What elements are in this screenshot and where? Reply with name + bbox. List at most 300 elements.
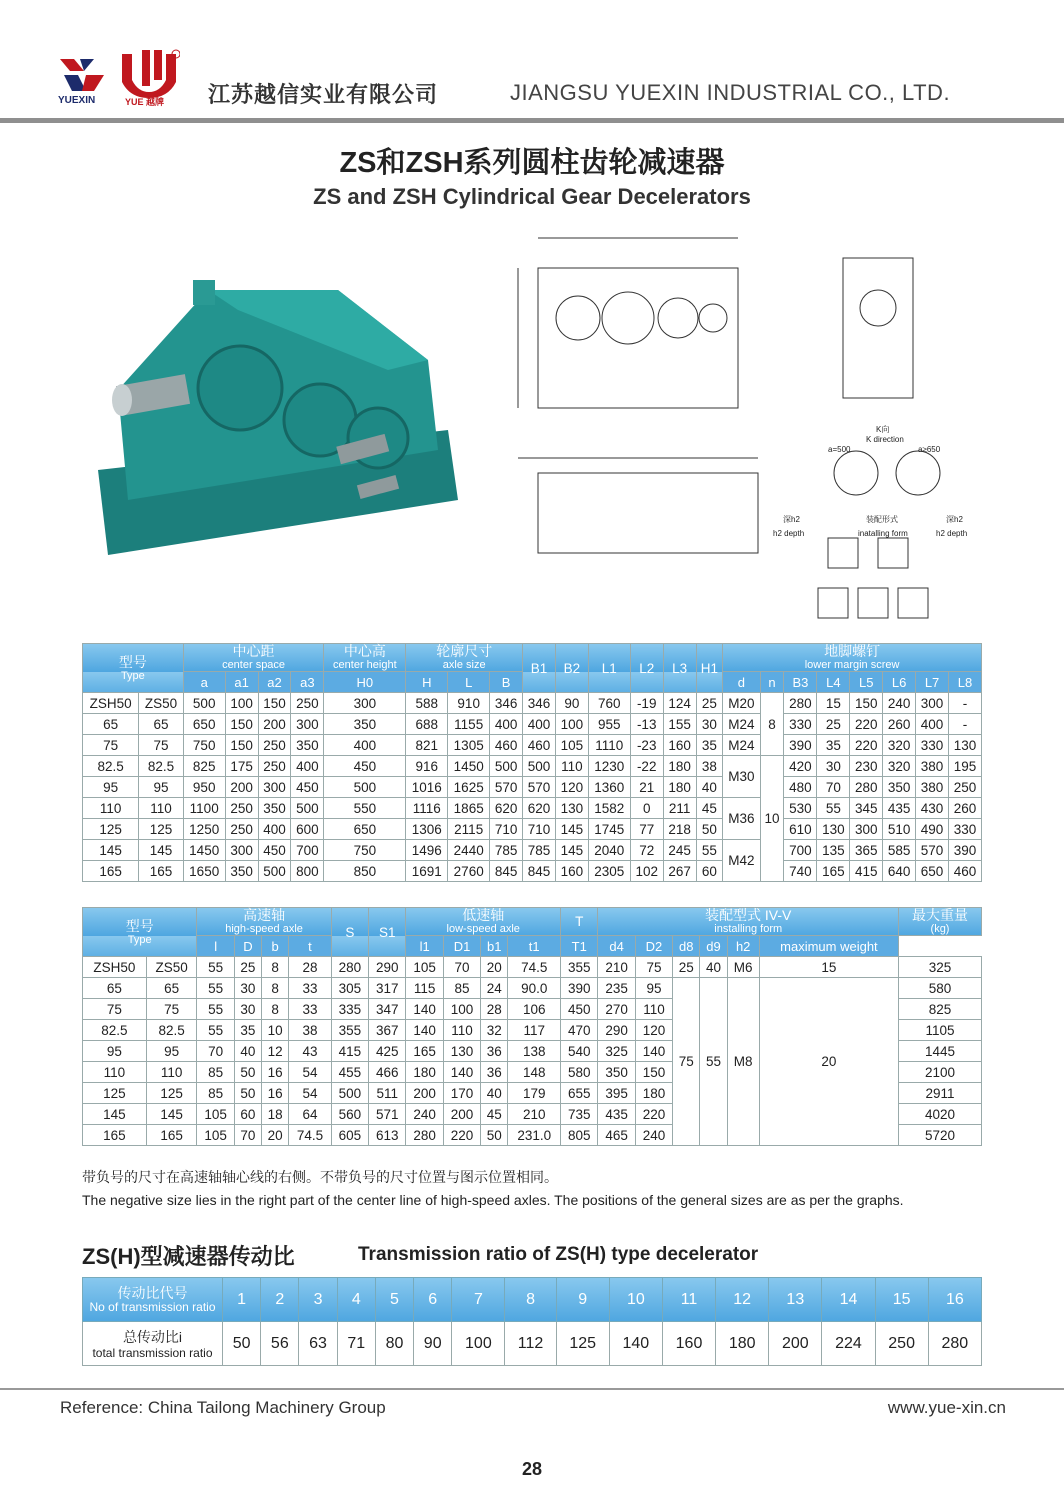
table-cell: 430 — [916, 798, 949, 819]
table-cell: 145 — [139, 840, 184, 861]
t1-sub-7: B — [490, 672, 523, 693]
table-cell: 347 — [369, 999, 406, 1020]
table-row — [83, 735, 982, 756]
table-cell: 15 — [817, 693, 850, 714]
t1-col-b2: B2 — [555, 644, 588, 693]
table-cell: 150 — [258, 693, 291, 714]
table-cell: 35 — [234, 1020, 261, 1041]
table-cell: 15 — [759, 957, 898, 978]
table-cell: 54 — [289, 1083, 331, 1104]
table-cell: 1100 — [183, 798, 225, 819]
table-cell: 155 — [663, 714, 696, 735]
table-cell: 620 — [490, 798, 523, 819]
table-cell: 200 — [225, 777, 258, 798]
ratio-value: 280 — [928, 1322, 981, 1366]
table-cell: 300 — [291, 714, 324, 735]
t1-sub-12: L5 — [850, 672, 883, 693]
table-cell: 1305 — [448, 735, 490, 756]
table-cell: 75 — [139, 735, 184, 756]
table-cell: 250 — [225, 819, 258, 840]
table-cell: 145 — [83, 840, 139, 861]
table-cell: 100 — [555, 714, 588, 735]
company-name-cn: 江苏越信实业有限公司 — [208, 82, 439, 107]
table-cell: 450 — [561, 999, 598, 1020]
table-cell: 130 — [443, 1041, 480, 1062]
table-cell: 240 — [406, 1104, 443, 1125]
table-cell: 8 — [262, 978, 289, 999]
depth-label-2: 深h2 — [946, 515, 963, 524]
table-cell: 415 — [331, 1041, 368, 1062]
table-cell: 455 — [331, 1062, 368, 1083]
table-cell: 54 — [289, 1062, 331, 1083]
table-cell: 50 — [234, 1062, 261, 1083]
k-direction-en: K direction — [866, 435, 904, 444]
table-cell: 325 — [899, 957, 982, 978]
table-cell: 850 — [324, 861, 406, 882]
table-cell: 140 — [406, 1020, 443, 1041]
table-cell: 5720 — [899, 1125, 982, 1146]
table-cell: 70 — [443, 957, 480, 978]
table-cell: 570 — [916, 840, 949, 861]
table-cell: 460 — [523, 735, 556, 756]
table-cell: 845 — [523, 861, 556, 882]
table-cell: 800 — [291, 861, 324, 882]
table-cell: 330 — [916, 735, 949, 756]
table-cell: 550 — [324, 798, 406, 819]
table-cell: 1691 — [406, 861, 448, 882]
table-cell: 450 — [324, 756, 406, 777]
table-cell: 117 — [508, 1020, 561, 1041]
table-cell: 125 — [83, 819, 139, 840]
table-cell: 8 — [262, 999, 289, 1020]
ratio-code: 5 — [375, 1278, 413, 1322]
table-cell: 760 — [588, 693, 630, 714]
table-cell: 38 — [289, 1020, 331, 1041]
table-cell: 70 — [817, 777, 850, 798]
table-cell: 195 — [949, 756, 982, 777]
ratio-value: 140 — [609, 1322, 662, 1366]
ratio-code: 1 — [223, 1278, 261, 1322]
t1-sub-5: H — [406, 672, 448, 693]
table-cell: 335 — [331, 999, 368, 1020]
table-cell: 55 — [817, 798, 850, 819]
table-cell: 365 — [850, 840, 883, 861]
table-cell: 180 — [663, 777, 696, 798]
note-cn: 带负号的尺寸在高速轴轴心线的右侧。不带负号的尺寸位置与图示位置相同。 — [82, 1169, 558, 1185]
table-cell: 106 — [508, 999, 561, 1020]
table-cell: 610 — [784, 819, 817, 840]
table-cell: 750 — [183, 735, 225, 756]
table-cell: ZSH50 — [83, 693, 139, 714]
ratio-table — [82, 1277, 982, 1366]
table-cell: 16 — [262, 1083, 289, 1104]
table-cell: 110 — [146, 1062, 197, 1083]
table-cell: 130 — [949, 735, 982, 756]
table-cell: 60 — [696, 861, 723, 882]
table-cell: 435 — [598, 1104, 635, 1125]
t2-weight-header: 最大重量 (kg) — [899, 908, 982, 936]
table-row — [83, 819, 982, 840]
table-cell: 390 — [784, 735, 817, 756]
table-cell: 4020 — [899, 1104, 982, 1125]
t2-ls-header: 低速轴 low-speed axle — [406, 908, 561, 936]
ratio-code: 6 — [414, 1278, 452, 1322]
table-cell: 390 — [949, 840, 982, 861]
ratio-value: 63 — [299, 1322, 337, 1366]
table-cell: 380 — [916, 777, 949, 798]
table-cell: 400 — [324, 735, 406, 756]
ratio-value: 224 — [822, 1322, 875, 1366]
table-row — [83, 693, 982, 714]
table-cell: 148 — [508, 1062, 561, 1083]
table-cell: 588 — [406, 693, 448, 714]
table-cell: 320 — [883, 756, 916, 777]
table-cell: 350 — [598, 1062, 635, 1083]
table-cell: 130 — [817, 819, 850, 840]
ratio-code: 2 — [261, 1278, 299, 1322]
ratio-code: 11 — [662, 1278, 715, 1322]
table-cell: 640 — [883, 861, 916, 882]
mount-label-cn: 装配形式 — [866, 515, 898, 524]
table-cell: 30 — [817, 756, 850, 777]
table-cell: 105 — [197, 1125, 234, 1146]
table-cell: 230 — [850, 756, 883, 777]
table-cell: 145 — [555, 840, 588, 861]
table-row — [83, 714, 982, 735]
table-cell: 250 — [225, 798, 258, 819]
ratio-value: 90 — [414, 1322, 452, 1366]
logo-text: YUEXIN — [58, 95, 96, 106]
table-cell: 8 — [262, 957, 289, 978]
table-cell: 145 — [555, 819, 588, 840]
table-cell: 220 — [443, 1125, 480, 1146]
company-name-en: JIANGSU YUEXIN INDUSTRIAL CO., LTD. — [510, 80, 951, 105]
t1-col-l1: L1 — [588, 644, 630, 693]
table-cell: 30 — [696, 714, 723, 735]
table-cell: 40 — [481, 1083, 508, 1104]
t1-center-header: 中心距 center space — [183, 644, 324, 672]
ratio-value: 80 — [375, 1322, 413, 1366]
table-cell: 688 — [406, 714, 448, 735]
table-cell: 585 — [883, 840, 916, 861]
dimension-table-1 — [82, 643, 982, 882]
table-cell: 380 — [916, 756, 949, 777]
t1-sub-8: d — [723, 672, 760, 693]
table-cell: 1582 — [588, 798, 630, 819]
t1-col-l2: L2 — [630, 644, 663, 693]
table-cell: - — [949, 693, 982, 714]
ratio-code: 3 — [299, 1278, 337, 1322]
table-cell: 36 — [481, 1062, 508, 1083]
table-cell: 100 — [225, 693, 258, 714]
t2-merged-D2: 75 — [673, 978, 700, 1146]
t2-type-header: 型号 Type — [83, 908, 197, 957]
t1-sub-2: a2 — [258, 672, 291, 693]
table-cell: 2440 — [448, 840, 490, 861]
table-cell: 25 — [817, 714, 850, 735]
t1-sub-11: L4 — [817, 672, 850, 693]
table-cell: 33 — [289, 999, 331, 1020]
table-cell: 280 — [784, 693, 817, 714]
table-cell: 30 — [234, 999, 261, 1020]
table-cell: 20 — [262, 1125, 289, 1146]
depth-label-2-en: h2 depth — [936, 529, 968, 538]
table-cell: 700 — [291, 840, 324, 861]
table-cell: 138 — [508, 1041, 561, 1062]
table-cell: 160 — [555, 861, 588, 882]
table-cell: 165 — [406, 1041, 443, 1062]
table-cell: 179 — [508, 1083, 561, 1104]
table-cell: 511 — [369, 1083, 406, 1104]
table-cell: 466 — [369, 1062, 406, 1083]
page-title-en: ZS and ZSH Cylindrical Gear Decelerators — [313, 184, 751, 209]
table-cell: 560 — [331, 1104, 368, 1125]
t2-col-s1: S1 — [369, 908, 406, 957]
table-cell: 1625 — [448, 777, 490, 798]
table-cell: 500 — [183, 693, 225, 714]
table-cell: 650 — [183, 714, 225, 735]
table-cell: 470 — [561, 1020, 598, 1041]
table-cell: 24 — [481, 978, 508, 999]
t1-sub-15: L8 — [949, 672, 982, 693]
table-cell: M24 — [723, 735, 760, 756]
table-cell: 650 — [916, 861, 949, 882]
table-cell: 140 — [406, 999, 443, 1020]
ratio-code: 9 — [556, 1278, 609, 1322]
table-cell: 500 — [324, 777, 406, 798]
table-cell: 175 — [225, 756, 258, 777]
table-cell: 955 — [588, 714, 630, 735]
table-cell: 270 — [598, 999, 635, 1020]
table-cell: 916 — [406, 756, 448, 777]
table-cell: 21 — [630, 777, 663, 798]
table-cell: 165 — [83, 1125, 147, 1146]
table-row — [83, 978, 982, 999]
table-cell: 650 — [324, 819, 406, 840]
ratio-code: 7 — [452, 1278, 505, 1322]
table-cell: 40 — [700, 957, 727, 978]
header-divider — [0, 118, 1064, 123]
table-cell: 1110 — [588, 735, 630, 756]
footer-divider — [0, 1388, 1064, 1390]
table-cell: 120 — [555, 777, 588, 798]
table-cell: 28 — [289, 957, 331, 978]
table-cell: -19 — [630, 693, 663, 714]
ratio-code: 14 — [822, 1278, 875, 1322]
table-cell: 115 — [406, 978, 443, 999]
table-cell: 125 — [146, 1083, 197, 1104]
table-cell: 540 — [561, 1041, 598, 1062]
table-cell: 82.5 — [139, 756, 184, 777]
table-cell: 40 — [234, 1041, 261, 1062]
table-cell: 2100 — [899, 1062, 982, 1083]
table-cell: 400 — [523, 714, 556, 735]
table-cell: 110 — [555, 756, 588, 777]
table-cell: 43 — [289, 1041, 331, 1062]
table-cell: 35 — [696, 735, 723, 756]
table-cell: 245 — [663, 840, 696, 861]
yue-brand-mark-icon — [118, 48, 180, 98]
table-cell: 355 — [331, 1020, 368, 1041]
t2-mount-header: 装配型式 IV-V installing form — [598, 908, 899, 936]
table-cell: 145 — [83, 1104, 147, 1125]
section-title-en: Transmission ratio of ZS(H) type decelerator — [358, 1244, 759, 1265]
table-cell: 2911 — [899, 1083, 982, 1104]
table-cell: 235 — [598, 978, 635, 999]
table-cell: -22 — [630, 756, 663, 777]
t2-sub-0: l — [197, 936, 234, 957]
ratio-code: 4 — [337, 1278, 375, 1322]
table-cell: 110 — [635, 999, 672, 1020]
table-cell: 1116 — [406, 798, 448, 819]
table-cell: 435 — [883, 798, 916, 819]
table-cell: 25 — [696, 693, 723, 714]
t1-sub-4: H0 — [324, 672, 406, 693]
table-cell: 60 — [234, 1104, 261, 1125]
table-cell: 72 — [630, 840, 663, 861]
t2-merged-h2: 20 — [759, 978, 898, 1146]
ratio-value-header: 总传动比i total transmission ratio — [83, 1322, 223, 1366]
table-cell: 395 — [598, 1083, 635, 1104]
table-cell: 180 — [406, 1062, 443, 1083]
page-number: 28 — [521, 1459, 543, 1479]
table-cell: 420 — [784, 756, 817, 777]
table-cell: 65 — [83, 714, 139, 735]
ratio-value: 71 — [337, 1322, 375, 1366]
t1-sub-10: B3 — [784, 672, 817, 693]
t2-sub-9: d4 — [598, 936, 635, 957]
t1-col-b1: B1 — [523, 644, 556, 693]
table-cell: 500 — [490, 756, 523, 777]
table-cell: 1865 — [448, 798, 490, 819]
table-cell: ZS50 — [146, 957, 197, 978]
footer-website[interactable]: www.yue-xin.cn — [887, 1398, 1006, 1417]
table-cell: 425 — [369, 1041, 406, 1062]
table-cell: 300 — [324, 693, 406, 714]
table-cell: 125 — [83, 1083, 147, 1104]
table-cell: 75 — [146, 999, 197, 1020]
table-cell: 530 — [784, 798, 817, 819]
table-cell: 620 — [523, 798, 556, 819]
table-cell: 75 — [83, 999, 147, 1020]
table-cell: 105 — [406, 957, 443, 978]
table-cell: 325 — [598, 1041, 635, 1062]
table-cell: 350 — [291, 735, 324, 756]
table-cell: 165 — [817, 861, 850, 882]
table-cell: 1250 — [183, 819, 225, 840]
table-cell: 105 — [197, 1104, 234, 1125]
t1-sub-1: a1 — [225, 672, 258, 693]
table-cell: 65 — [146, 978, 197, 999]
table-cell: 10 — [262, 1020, 289, 1041]
table-cell: 50 — [696, 819, 723, 840]
table-cell: 655 — [561, 1083, 598, 1104]
table-cell: 95 — [83, 1041, 147, 1062]
table-cell: 500 — [258, 861, 291, 882]
table-row — [83, 957, 982, 978]
table-cell: 36 — [481, 1041, 508, 1062]
table-cell: 500 — [331, 1083, 368, 1104]
t1-type-header: 型号 Type — [83, 644, 184, 693]
table-cell: 85 — [443, 978, 480, 999]
table-cell: 95 — [635, 978, 672, 999]
table-cell: 75 — [83, 735, 139, 756]
table-cell: 400 — [916, 714, 949, 735]
ratio-value: 160 — [662, 1322, 715, 1366]
a650-label: a≥650 — [918, 445, 941, 454]
table-cell: 305 — [331, 978, 368, 999]
table-cell: 55 — [197, 978, 234, 999]
table-cell: 280 — [331, 957, 368, 978]
ratio-value: 112 — [505, 1322, 556, 1366]
table-cell: 110 — [139, 798, 184, 819]
table-cell: 30 — [234, 978, 261, 999]
table-cell: 1230 — [588, 756, 630, 777]
table-cell: 220 — [850, 735, 883, 756]
table-cell: 12 — [262, 1041, 289, 1062]
table-cell: 82.5 — [83, 1020, 147, 1041]
table-cell: 180 — [663, 756, 696, 777]
table-cell: 290 — [598, 1020, 635, 1041]
table-cell: 355 — [561, 957, 598, 978]
table-cell: 346 — [490, 693, 523, 714]
table-cell: 500 — [523, 756, 556, 777]
table-cell: 400 — [258, 819, 291, 840]
table-cell: 165 — [139, 861, 184, 882]
table-cell: 70 — [234, 1125, 261, 1146]
table-cell: 805 — [561, 1125, 598, 1146]
table-cell: 20 — [481, 957, 508, 978]
table-cell: 55 — [696, 840, 723, 861]
ratio-code: 13 — [769, 1278, 822, 1322]
table-cell: 231.0 — [508, 1125, 561, 1146]
table-cell: 280 — [850, 777, 883, 798]
table-cell: 85 — [197, 1083, 234, 1104]
table-cell: 180 — [635, 1083, 672, 1104]
table-cell: 140 — [635, 1041, 672, 1062]
table-cell: 290 — [369, 957, 406, 978]
table-cell: 218 — [663, 819, 696, 840]
table-cell: 910 — [448, 693, 490, 714]
table-cell: 250 — [258, 735, 291, 756]
t1-d-merged: M42 — [723, 840, 760, 882]
table-cell: 845 — [490, 861, 523, 882]
table-cell: 140 — [443, 1062, 480, 1083]
ratio-code: 10 — [609, 1278, 662, 1322]
table-cell: 735 — [561, 1104, 598, 1125]
table-cell: 165 — [83, 861, 139, 882]
t2-sub-11: d8 — [673, 936, 700, 957]
table-cell: 220 — [850, 714, 883, 735]
table-cell: 350 — [225, 861, 258, 882]
logo-subtext: YUE 越牌 — [125, 97, 165, 107]
table-cell: -23 — [630, 735, 663, 756]
table-cell: 32 — [481, 1020, 508, 1041]
table-cell: 90.0 — [508, 978, 561, 999]
table-row — [83, 756, 982, 777]
table-row — [83, 798, 982, 819]
table-cell: 1306 — [406, 819, 448, 840]
dimension-table-2 — [82, 907, 982, 1146]
table-cell: 110 — [443, 1020, 480, 1041]
table-cell: 18 — [262, 1104, 289, 1125]
table-cell: 95 — [83, 777, 139, 798]
table-cell: 750 — [324, 840, 406, 861]
table-cell: 40 — [696, 777, 723, 798]
ratio-value: 100 — [452, 1322, 505, 1366]
t1-bolt-header: 地脚螺钉 lower margin screw — [723, 644, 982, 672]
table-cell: 317 — [369, 978, 406, 999]
